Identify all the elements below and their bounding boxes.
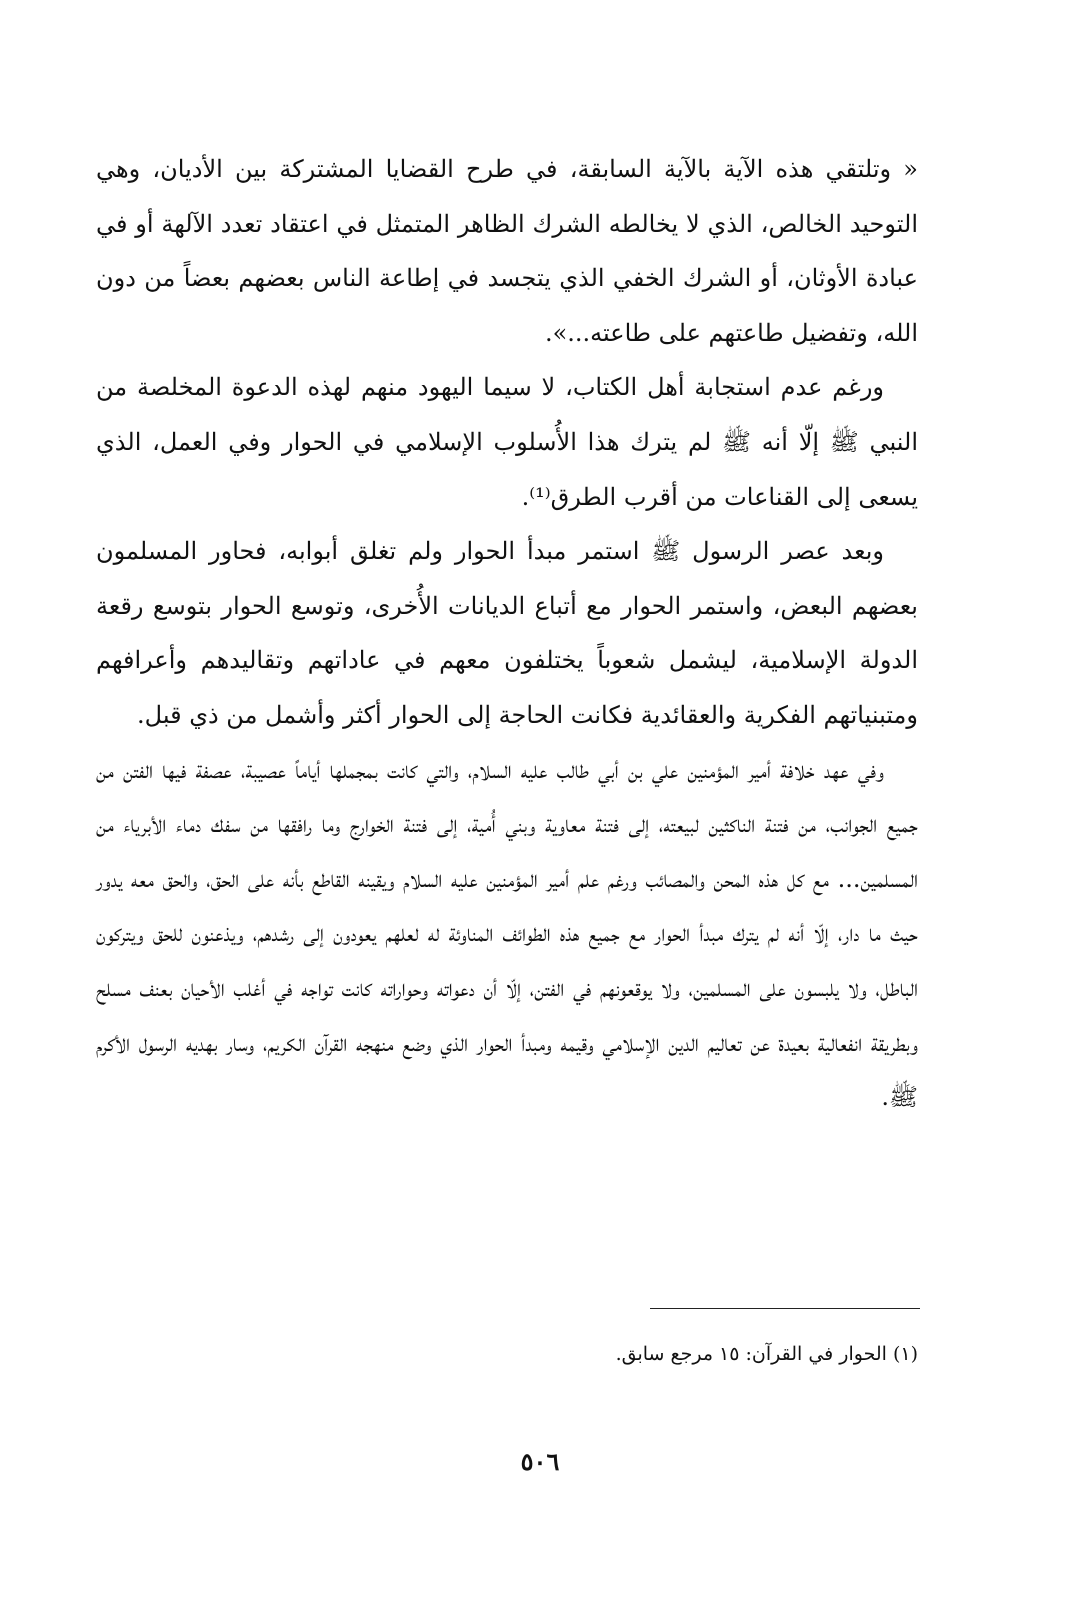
paragraph-quote: « وتلتقي هذه الآية بالآية السابقة، في طرح القضايا المشتركة بين الأديان، وهي التوحيد الخالص، الذي لا يخالطه الشرك الظاهر المتمثل في اعتقاد تعدد الآلهة أو في عبادة الأوثان، أو الشرك الخفي الذي يتجسد في إطاعة الناس بعضهم بعضاً من دون الله، وتفضيل طاعتهم على طاعته...». (96, 155, 918, 347)
paragraph-people-of-book: ورغم عدم استجابة أهل الكتاب، لا سيما اليهود منهم لهذه الدعوة المخلصة من النبي ﷺ إلّا أنه ﷺ لم يترك هذا الأُسلوب الإسلامي في الحوار وفي العمل، الذي يسعى إلى القناعات من أقرب الطرق⁽¹⁾. (96, 373, 918, 511)
paragraph-after-prophet: وبعد عصر الرسول ﷺ استمر مبدأ الحوار ولم تغلق أبوابه، فحاور المسلمون بعضهم البعض، واستمر الحوار مع أتباع الديانات الأُخرى، وتوسع الحوار بتوسع رقعة الدولة الإسلامية، ليشمل شعوباً يختلفون معهم في عاداتهم وتقاليدهم وأعرافهم ومتبنياتهم الفكرية والعقائدية فكانت الحاجة إلى الحوار أكثر وأشمل من ذي قبل. (96, 537, 918, 729)
footnote: (١) الحوار في القرآن: ١٥ مرجع سابق. (615, 1343, 918, 1365)
body-text (96, 142, 918, 1125)
footnote-divider (650, 1308, 920, 1309)
page-number: ٥٠٦ (520, 1447, 560, 1476)
paragraph-caliphate: وفي عهد خلافة أمير المؤمنين علي بن أبي طالب عليه السلام، والتي كانت بمجملها أياماً عصيبة، عصفة فيها الفتن من جميع الجوانب، من فتنة الناكثين لبيعته، إلى فتنة معاوية وبني أُمية، إلى فتنة الخوارج وما رافقها من سفك دماء الأبرياء من المسلمين... مع كل هذه المحن والمصائب ورغم علم أمير المؤمنين عليه السلام ويقينه القاطع بأنه على الحق، والحق معه يدور حيث ما دار، إلّا أنه لم يترك مبدأ الحوار مع جميع هذه الطوائف المناوئة له لعلهم يعودون إلى رشدهم، ويذعنون للحق ويتركون الباطل، ولا يلبسون على المسلمين، ولا يوقعونهم في الفتن، إلّا أن دعواته وحواراته كانت تواجه في أغلب الأحيان بعنف مسلح وبطريقة انفعالية بعيدة عن تعاليم الدين الإسلامي وقيمه ومبدأ الحوار الذي وضع منهجه القرآن الكريم، وسار بهديه الرسول الأكرم ﷺ. (96, 755, 918, 1112)
